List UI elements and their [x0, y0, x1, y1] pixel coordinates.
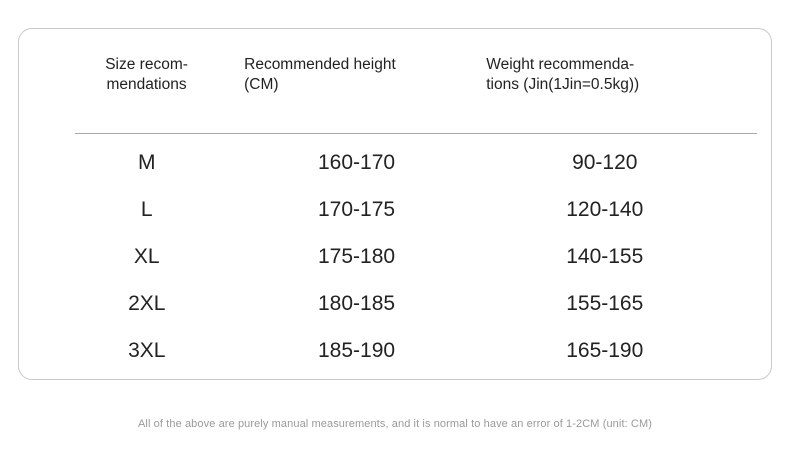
cell-height: 170-175 [317, 197, 396, 221]
table-row [19, 139, 771, 186]
size-chart-card [18, 28, 772, 380]
column-header-weight-text [486, 55, 733, 95]
column-header-size [57, 55, 236, 95]
table-row [19, 233, 771, 280]
cell-height: 160-170 [317, 150, 396, 174]
table-row [19, 186, 771, 233]
column-header-height-text [244, 55, 476, 95]
column-header-height [236, 55, 476, 95]
cell-height: 175-180 [317, 244, 396, 268]
table-header-row [19, 29, 771, 95]
size-chart-table [19, 29, 771, 379]
cell-size: 3XL [128, 338, 166, 362]
header-divider [75, 133, 757, 134]
cell-weight: 165-190 [566, 338, 644, 362]
cell-weight: 155-165 [566, 291, 644, 315]
column-header-weight-line2: tions (Jin(1Jin=0.5kg)) [486, 76, 640, 93]
table-row [19, 327, 771, 374]
cell-height: 185-190 [317, 338, 396, 362]
cell-size: XL [133, 244, 160, 268]
column-header-size-line1: Size recom- [105, 56, 188, 73]
column-header-size-text [57, 55, 236, 95]
column-header-size-line2: mendations [106, 76, 187, 93]
cell-size: M [138, 150, 156, 174]
table-row [19, 280, 771, 327]
measurement-footnote: All of the above are purely manual measurements, and it is normal to have an error of 1-2CM (unit: CM) [138, 418, 652, 430]
cell-height: 180-185 [317, 291, 396, 315]
column-header-height-line1: Recommended height [244, 56, 396, 73]
cell-weight: 140-155 [566, 244, 644, 268]
column-header-weight-line1: Weight recommenda- [486, 56, 635, 73]
column-header-weight [476, 55, 733, 95]
cell-weight: 120-140 [566, 197, 644, 221]
cell-size: 2XL [128, 291, 166, 315]
column-header-height-line2: (CM) [244, 76, 279, 93]
table-body [19, 139, 771, 374]
cell-size: L [140, 197, 153, 221]
cell-weight: 90-120 [572, 150, 638, 174]
